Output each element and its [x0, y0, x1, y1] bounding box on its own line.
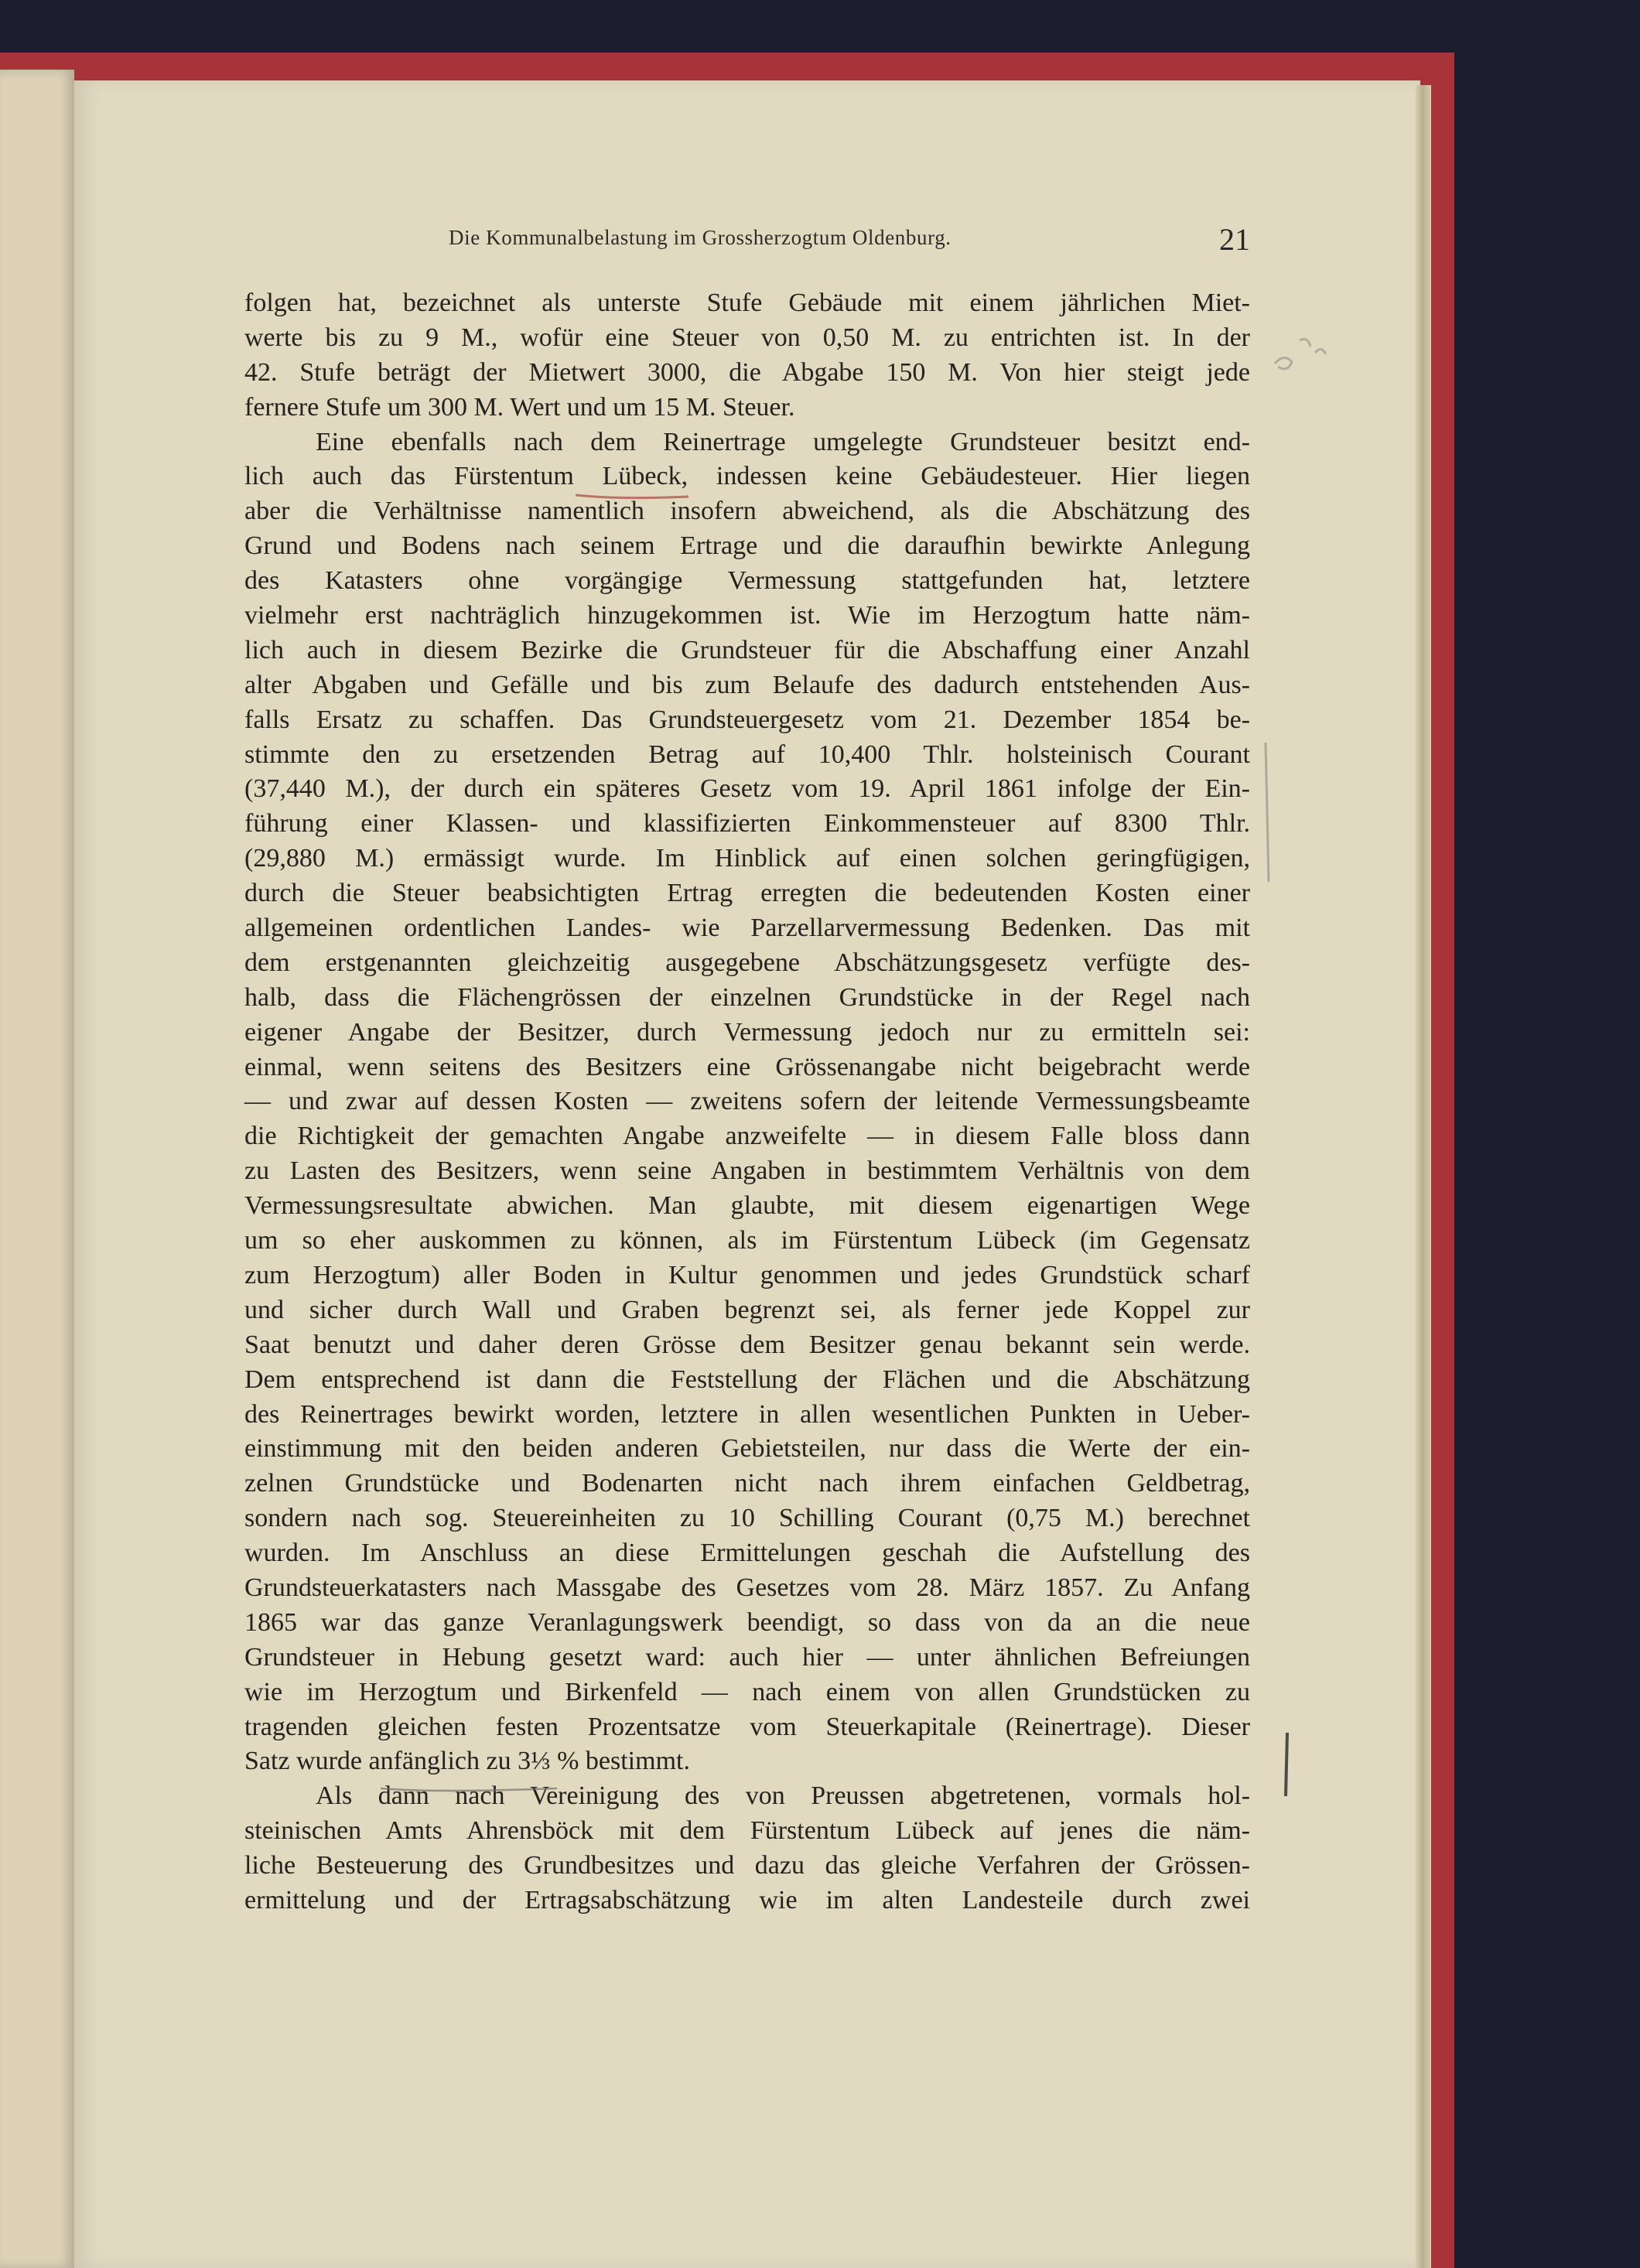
text-line: Grund und Bodens nach seinem Ertrage und die daraufhin bewirkte Anlegung: [244, 531, 1250, 561]
text-line: um so eher auskommen zu können, als im Fürstentum Lübeck (im Gegensatz: [244, 1226, 1250, 1255]
text-line: lich auch das Fürstentum Lübeck, indessen keine Gebäudesteuer. Hier liegen: [244, 462, 1250, 491]
text-line: (37,440 M.), der durch ein späteres Gesetz vom 19. April 1861 infolge der Ein-: [244, 774, 1250, 804]
text-line: Satz wurde anfänglich zu 3⅓ % bestimmt.: [244, 1747, 690, 1776]
text-line: vielmehr erst nachträglich hinzugekommen ist. Wie im Herzogtum hatte näm-: [244, 601, 1250, 630]
left-page-edge: [0, 70, 74, 2268]
text-line: Grundsteuerkatasters nach Massgabe des Gesetzes vom 28. März 1857. Zu Anfang: [244, 1573, 1250, 1602]
text-line: eigener Angabe der Besitzer, durch Vermessung jedoch nur zu ermitteln sei:: [244, 1017, 1250, 1047]
text-line: zelnen Grundstücke und Bodenarten nicht nach ihrem einfachen Geldbetrag,: [244, 1469, 1250, 1498]
text-line: führung einer Klassen- und klassifizierten Einkommensteuer auf 8300 Thlr.: [244, 809, 1250, 839]
text-line: tragenden gleichen festen Prozentsatze vom Steuerkapitale (Reinertrage). Dieser: [244, 1712, 1250, 1741]
text-line: Vermessungsresultate abwichen. Man glaubte, mit diesem eigenartigen Wege: [244, 1191, 1250, 1221]
text-line: ermittelung und der Ertragsabschätzung wie im alten Landesteile durch zwei: [244, 1885, 1250, 1914]
text-line: alter Abgaben und Gefälle und bis zum Belaufe des dadurch entstehenden Aus-: [244, 670, 1250, 699]
text-line: und sicher durch Wall und Graben begrenzt sei, als ferner jede Koppel zur: [244, 1295, 1250, 1324]
text-line: dem erstgenannten gleichzeitig ausgegebene Abschätzungsgesetz verfügte des-: [244, 948, 1250, 977]
text-line: des Reinertrages bewirkt worden, letztere in allen wesentlichen Punkten in Ueber-: [244, 1399, 1250, 1429]
text-line: Grundsteuer in Hebung gesetzt ward: auch hier — unter ähnlichen Befreiungen: [244, 1642, 1250, 1672]
text-line: sondern nach sog. Steuereinheiten zu 10 Schilling Courant (0,75 M.) berechnet: [244, 1504, 1250, 1533]
text-line: allgemeinen ordentlichen Landes- wie Parzellarvermessung Bedenken. Das mit: [244, 914, 1250, 943]
text-line: zum Herzogtum) aller Boden in Kultur genommen und jedes Grundstück scharf: [244, 1260, 1250, 1289]
text-line: einstimmung mit den beiden anderen Gebietsteilen, nur dass die Werte der ein-: [244, 1434, 1250, 1464]
text-line: einmal, wenn seitens des Besitzers eine Grössenangabe nicht beigebracht werde: [244, 1052, 1250, 1081]
text-line: Als dann nach Vereinigung des von Preussen abgetretenen, vormals hol-: [316, 1781, 1250, 1811]
text-line: lich auch in diesem Bezirke die Grundsteuer für die Abschaffung einer Anzahl: [244, 635, 1250, 664]
text-line: des Katasters ohne vorgängige Vermessung stattgefunden hat, letztere: [244, 566, 1250, 596]
text-line: durch die Steuer beabsichtigten Ertrag erregten die bedeutenden Kosten einer: [244, 879, 1250, 908]
running-head: Die Kommunalbelastung im Grossherzogtum Oldenburg.: [449, 226, 952, 249]
text-line: werte bis zu 9 M., wofür eine Steuer von 0,50 M. zu entrichten ist. In der: [244, 323, 1250, 352]
text-line: Eine ebenfalls nach dem Reinertrage umgelegte Grundsteuer besitzt end-: [316, 427, 1250, 456]
text-line: Saat benutzt und daher deren Grösse dem Besitzer genau bekannt sein werde.: [244, 1330, 1250, 1359]
text-line: Dem entsprechend ist dann die Feststellung der Flächen und die Abschätzung: [244, 1365, 1250, 1394]
text-line: die Richtigkeit der gemachten Angabe anzweifelte — in diesem Falle bloss dann: [244, 1122, 1250, 1151]
text-line: folgen hat, bezeichnet als unterste Stufe Gebäude mit einem jährlichen Miet-: [244, 289, 1250, 317]
text-line: zu Lasten des Besitzers, wenn seine Angaben in bestimmtem Verhältnis von dem: [244, 1156, 1250, 1186]
text-line: aber die Verhältnisse namentlich insofern abweichend, als die Abschätzung des: [244, 497, 1250, 526]
page-edges: [1416, 85, 1431, 2268]
text-line: wurden. Im Anschluss an diese Ermittelungen geschah die Aufstellung des: [244, 1539, 1250, 1568]
text-line: steinischen Amts Ahrensböck mit dem Fürstentum Lübeck auf jenes die näm-: [244, 1816, 1250, 1846]
text-line: fernere Stufe um 300 M. Wert und um 15 M. Steuer.: [244, 392, 795, 422]
text-line: 42. Stufe beträgt der Mietwert 3000, die Abgabe 150 M. Von hier steigt jede: [244, 357, 1250, 387]
text-line: falls Ersatz zu schaffen. Das Grundsteuergesetz vom 21. Dezember 1854 be-: [244, 705, 1250, 734]
text-line: — und zwar auf dessen Kosten — zweitens sofern der leitende Vermessungsbeamte: [244, 1087, 1250, 1116]
page-number: 21: [1219, 222, 1250, 257]
text-line: wie im Herzogtum und Birkenfeld — nach einem von allen Grundstücken zu: [244, 1677, 1250, 1706]
text-line: halb, dass die Flächengrössen der einzelnen Grundstücke in der Regel nach: [244, 982, 1250, 1012]
text-line: stimmte den zu ersetzenden Betrag auf 10,400 Thlr. holsteinisch Courant: [244, 739, 1250, 769]
text-line: 1865 war das ganze Veranlagungswerk beendigt, so dass von da an die neue: [244, 1607, 1250, 1637]
text-line: (29,880 M.) ermässigt wurde. Im Hinblick auf einen solchen geringfügigen,: [244, 844, 1250, 873]
body-text: [244, 286, 1250, 1918]
text-line: liche Besteuerung des Grundbesitzes und dazu das gleiche Verfahren der Grössen-: [244, 1851, 1250, 1880]
